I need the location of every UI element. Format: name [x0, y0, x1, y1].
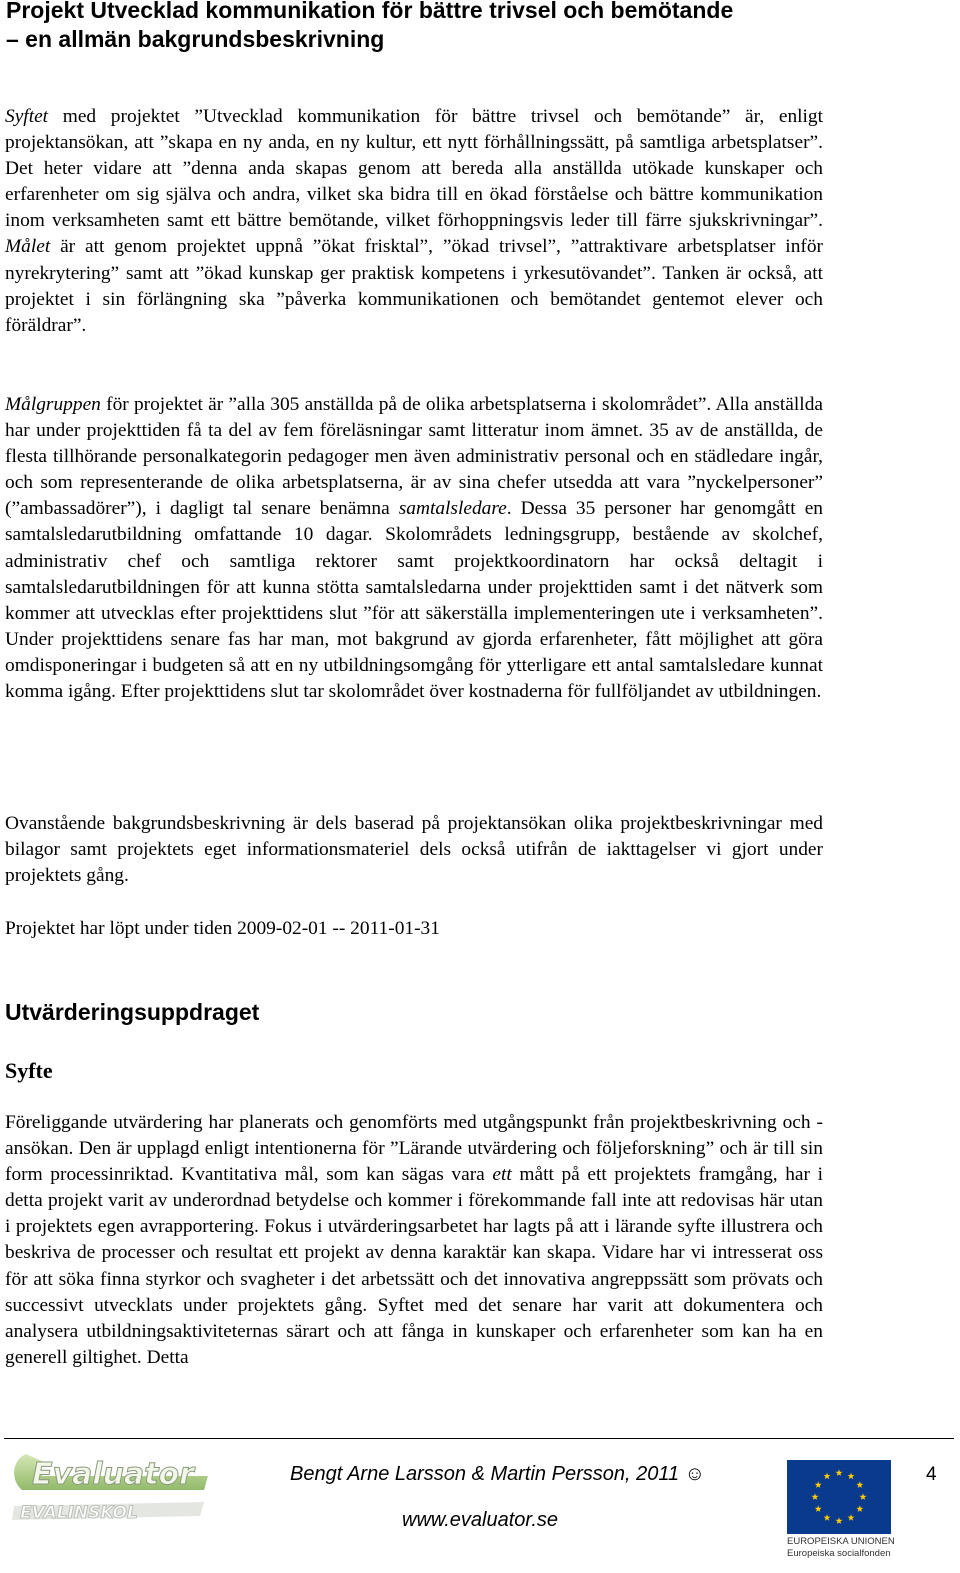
svg-text:Evaluator: Evaluator	[32, 1457, 194, 1492]
text-run: med projektet ”Utvecklad kommunikation för bättre trivsel och bemötande” är, enligt projektansökan, att ”skapa en ny anda, en ny kultur, ett nytt förhållningssätt, på samtliga arbetsplatser”. Det heter vidare att ”denna anda skapas genom att bereda alla anställda utökade kunskaper och erfarenheter om sig själva och andra, vilket ska bidra till en ökad förståelse och bättre kommunikation inom verksamheten samt ett bättre bemötande, vilket förhoppningsvis leder till färre sjukskrivningar”.	[5, 106, 823, 232]
paragraph-syfte	[5, 1110, 823, 1371]
page-title	[6, 0, 906, 54]
title-line-1: Projekt Utvecklad kommunikation för bättre trivsel och bemötande	[6, 0, 734, 23]
title-line-2: – en allmän bakgrundsbeskrivning	[6, 26, 385, 52]
eu-label	[787, 1536, 907, 1560]
paragraph-malgruppen	[5, 392, 823, 705]
author-text: Bengt Arne Larsson & Martin Persson, 2011	[290, 1463, 680, 1485]
text-run: för projektet är ”alla 305 anställda på de olika arbetsplatserna i skolområdet”. Alla anställda har under projekttiden få ta del av fem föreläsningar samt litteratur inom ämnet. 35 av de anställda, de flesta tillhörande personalkategorin pedagoger men även administrativ personal och en städledare ingår, och som representerande de olika arbetsplatserna, är av sina chefer utsedda att vara ”nyckelpersoner” (”ambassadörer”), i dagligt tal senare benämna	[5, 394, 823, 520]
term-ett: ett	[492, 1164, 512, 1186]
footer-author	[290, 1461, 750, 1487]
section-heading: Utvärderingsuppdraget	[5, 999, 260, 1025]
text-run: mått på ett projektets framgång, har i detta projekt varit av underordnad betydelse och kommer i förekommande fall inte att redovisas här utan i projektets egen avrapportering. Fokus i utvärderingsarbetet har lagts på att i lärande syfte illustrera och beskriva de processer och resultat ett projekt av denna karaktär kan skapa. Vidare har vi intresserat oss för att söka finna styrkor och svagheter i det arbetssätt och det innovativa angreppssätt som prövats och successivt utvecklats under projektets gång. Syftet med det senare har varit att dokumentera och analysera utbildningsaktiviteternas särart och att fånga in kunskaper och erfarenheter som kan ha en generell giltighet. Detta	[5, 1164, 823, 1368]
page-number: 4	[926, 1464, 937, 1485]
eu-line-2: Europeiska socialfonden	[787, 1548, 891, 1559]
paragraph-bakgrund	[5, 811, 823, 889]
text-run: Ovanstående bakgrundsbeskrivning är dels baserad på projektansökan olika projektbeskrivningar med bilagor samt projektets eget informationsmateriel dels också utifrån de iakttagelser vi gjort under projektets gång.	[5, 813, 823, 887]
smiley-icon: ☺	[684, 1463, 706, 1485]
term-samtalsledare: samtalsledare	[398, 498, 507, 520]
footer-url-link[interactable]: www.evaluator.se	[402, 1509, 558, 1531]
section-subheading: Syfte	[5, 1058, 53, 1083]
svg-text:EVALINSKOL: EVALINSKOL	[20, 1503, 138, 1523]
footer-divider	[4, 1438, 954, 1439]
text-run: Projektet har löpt under tiden 2009-02-01 -- 2011-01-31	[5, 918, 440, 939]
text-run: är att genom projektet uppnå ”ökat frisktal”, ”ökad trivsel”, ”attraktivare arbetsplatser inför nyrekrytering” samt att ”ökad kunskap ger praktisk kompetens i yrkesutövandet”. Tanken är också, att projektet i sin förlängning ska ”påverka kommunikationen och bemötandet gentemot elever och föräldrar”.	[5, 236, 823, 336]
term-syftet: Syftet	[5, 106, 49, 127]
paragraph-syftet	[5, 104, 823, 339]
text-run: . Dessa 35 personer har genomgått en samtalsledarutbildning omfattande 10 dagar. Skolområdets ledningsgrupp, bestående av skolchef, administrativ chef och samtliga rektorer samt projektkoordinatorn har också deltagit i samtalsledarutbildningen för att kunna stötta samtalsledarna under projekttiden samt i det nätverk som kommer att utvecklas efter projekttidens slut ”för att säkerställa implementeringen ute i verksamheten”. Under projekttidens senare fas har man, mot bakgrund av gjorda erfarenheter, fått möjlighet att göra omdisponeringar i budgeten så att en ny utbildningsomgång för ytterligare ett antal samtalsledare kunnat komma igång. Efter projekttidens slut tar skolområdet över kostnaderna för fullföljandet av utbildningen.	[5, 498, 823, 703]
eu-line-1: EUROPEISKA UNIONEN	[787, 1536, 895, 1547]
paragraph-projekttid	[5, 916, 823, 942]
evaluator-logo	[4, 1446, 216, 1536]
term-malet: Målet	[5, 236, 51, 258]
text-run: Föreliggande utvärdering har planerats och genomförts med utgångspunkt från projektbeskrivning och -ansökan. Den är upplagd enligt intentionerna för ”Lärande utvärdering och följeforskning” och är till sin form processinriktad. Kvantitativa mål, som kan sägas vara	[5, 1112, 823, 1186]
term-malgruppen: Målgruppen	[5, 394, 101, 415]
